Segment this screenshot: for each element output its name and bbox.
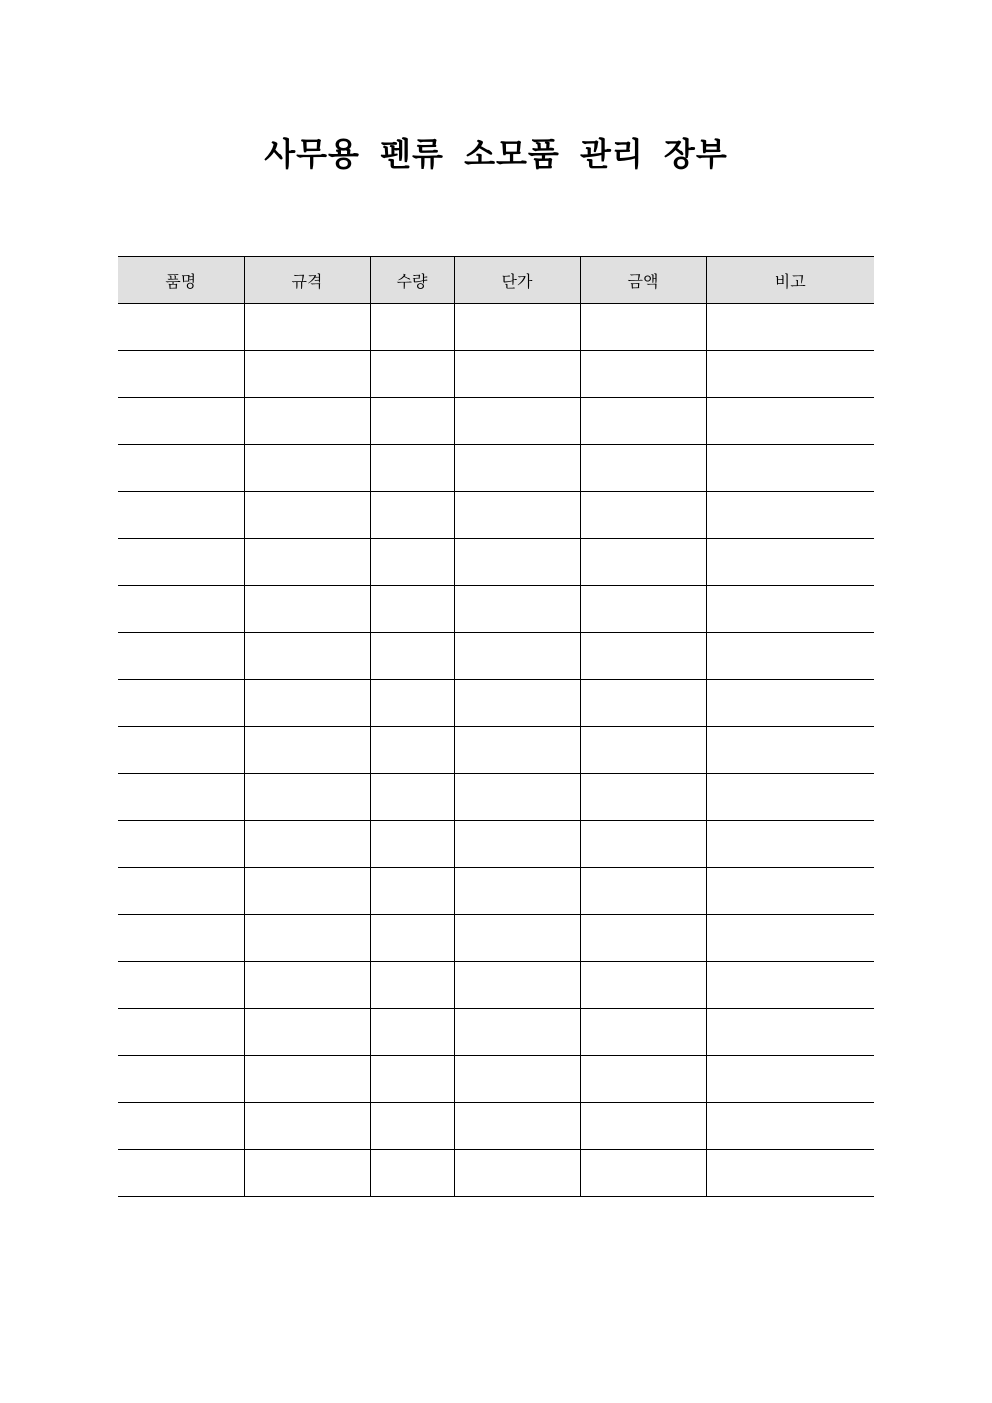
cell-unit-price[interactable] bbox=[454, 1056, 580, 1103]
cell-spec[interactable] bbox=[244, 492, 370, 539]
cell-amount[interactable] bbox=[580, 351, 706, 398]
cell-unit-price[interactable] bbox=[454, 351, 580, 398]
cell-remarks[interactable] bbox=[706, 398, 874, 445]
cell-unit-price[interactable] bbox=[454, 586, 580, 633]
cell-remarks[interactable] bbox=[706, 351, 874, 398]
cell-item-name[interactable] bbox=[118, 821, 244, 868]
table-row bbox=[118, 304, 874, 351]
cell-remarks[interactable] bbox=[706, 633, 874, 680]
table-row bbox=[118, 586, 874, 633]
cell-item-name[interactable] bbox=[118, 680, 244, 727]
ledger-body bbox=[118, 304, 874, 1197]
cell-spec[interactable] bbox=[244, 680, 370, 727]
table-row bbox=[118, 821, 874, 868]
table-row bbox=[118, 398, 874, 445]
cell-unit-price[interactable] bbox=[454, 962, 580, 1009]
cell-item-name[interactable] bbox=[118, 304, 244, 351]
table-row bbox=[118, 727, 874, 774]
table-row bbox=[118, 539, 874, 586]
table-row bbox=[118, 1150, 874, 1197]
cell-item-name[interactable] bbox=[118, 727, 244, 774]
cell-amount[interactable] bbox=[580, 398, 706, 445]
cell-item-name[interactable] bbox=[118, 539, 244, 586]
cell-unit-price[interactable] bbox=[454, 868, 580, 915]
cell-remarks[interactable] bbox=[706, 915, 874, 962]
cell-item-name[interactable] bbox=[118, 351, 244, 398]
cell-quantity[interactable] bbox=[370, 1009, 454, 1056]
cell-item-name[interactable] bbox=[118, 774, 244, 821]
document-title: 사무용 펜류 소모품 관리 장부 bbox=[264, 135, 728, 173]
cell-amount[interactable] bbox=[580, 586, 706, 633]
cell-spec[interactable] bbox=[244, 1150, 370, 1197]
cell-amount[interactable] bbox=[580, 1009, 706, 1056]
cell-spec[interactable] bbox=[244, 821, 370, 868]
cell-unit-price[interactable] bbox=[454, 1103, 580, 1150]
cell-spec[interactable] bbox=[244, 774, 370, 821]
column-header-unit-price: 단가 bbox=[454, 257, 580, 304]
cell-remarks[interactable] bbox=[706, 445, 874, 492]
cell-item-name[interactable] bbox=[118, 962, 244, 1009]
cell-spec[interactable] bbox=[244, 1056, 370, 1103]
cell-spec[interactable] bbox=[244, 304, 370, 351]
cell-quantity[interactable] bbox=[370, 821, 454, 868]
cell-item-name[interactable] bbox=[118, 868, 244, 915]
cell-amount[interactable] bbox=[580, 445, 706, 492]
cell-amount[interactable] bbox=[580, 304, 706, 351]
cell-quantity[interactable] bbox=[370, 445, 454, 492]
cell-unit-price[interactable] bbox=[454, 680, 580, 727]
table-row bbox=[118, 868, 874, 915]
cell-amount[interactable] bbox=[580, 774, 706, 821]
cell-amount[interactable] bbox=[580, 1056, 706, 1103]
cell-unit-price[interactable] bbox=[454, 915, 580, 962]
cell-spec[interactable] bbox=[244, 962, 370, 1009]
cell-unit-price[interactable] bbox=[454, 1009, 580, 1056]
cell-spec[interactable] bbox=[244, 1009, 370, 1056]
cell-quantity[interactable] bbox=[370, 633, 454, 680]
cell-item-name[interactable] bbox=[118, 586, 244, 633]
cell-remarks[interactable] bbox=[706, 1150, 874, 1197]
cell-unit-price[interactable] bbox=[454, 398, 580, 445]
cell-item-name[interactable] bbox=[118, 1150, 244, 1197]
column-header-remarks: 비고 bbox=[706, 257, 874, 304]
supply-ledger-table bbox=[118, 256, 874, 1197]
cell-remarks[interactable] bbox=[706, 962, 874, 1009]
column-header-amount: 금액 bbox=[580, 257, 706, 304]
cell-item-name[interactable] bbox=[118, 398, 244, 445]
cell-amount[interactable] bbox=[580, 539, 706, 586]
cell-spec[interactable] bbox=[244, 351, 370, 398]
cell-amount[interactable] bbox=[580, 633, 706, 680]
cell-spec[interactable] bbox=[244, 915, 370, 962]
cell-quantity[interactable] bbox=[370, 1150, 454, 1197]
cell-amount[interactable] bbox=[580, 1150, 706, 1197]
cell-quantity[interactable] bbox=[370, 915, 454, 962]
cell-item-name[interactable] bbox=[118, 633, 244, 680]
cell-item-name[interactable] bbox=[118, 1009, 244, 1056]
table-row bbox=[118, 1056, 874, 1103]
cell-remarks[interactable] bbox=[706, 1056, 874, 1103]
cell-amount[interactable] bbox=[580, 1103, 706, 1150]
cell-spec[interactable] bbox=[244, 539, 370, 586]
cell-spec[interactable] bbox=[244, 398, 370, 445]
cell-quantity[interactable] bbox=[370, 304, 454, 351]
table-row bbox=[118, 445, 874, 492]
cell-spec[interactable] bbox=[244, 586, 370, 633]
table-row bbox=[118, 492, 874, 539]
cell-quantity[interactable] bbox=[370, 1056, 454, 1103]
cell-item-name[interactable] bbox=[118, 1056, 244, 1103]
cell-unit-price[interactable] bbox=[454, 445, 580, 492]
cell-spec[interactable] bbox=[244, 1103, 370, 1150]
cell-unit-price[interactable] bbox=[454, 539, 580, 586]
column-header-quantity: 수량 bbox=[370, 257, 454, 304]
cell-amount[interactable] bbox=[580, 962, 706, 1009]
cell-remarks[interactable] bbox=[706, 727, 874, 774]
cell-quantity[interactable] bbox=[370, 351, 454, 398]
cell-spec[interactable] bbox=[244, 633, 370, 680]
cell-quantity[interactable] bbox=[370, 727, 454, 774]
cell-spec[interactable] bbox=[244, 727, 370, 774]
cell-amount[interactable] bbox=[580, 727, 706, 774]
cell-spec[interactable] bbox=[244, 868, 370, 915]
cell-quantity[interactable] bbox=[370, 586, 454, 633]
table-row bbox=[118, 1103, 874, 1150]
table-row bbox=[118, 680, 874, 727]
cell-unit-price[interactable] bbox=[454, 492, 580, 539]
table-row bbox=[118, 915, 874, 962]
table-row bbox=[118, 774, 874, 821]
cell-item-name[interactable] bbox=[118, 1103, 244, 1150]
cell-amount[interactable] bbox=[580, 492, 706, 539]
cell-remarks[interactable] bbox=[706, 539, 874, 586]
cell-spec[interactable] bbox=[244, 445, 370, 492]
cell-quantity[interactable] bbox=[370, 1103, 454, 1150]
cell-remarks[interactable] bbox=[706, 586, 874, 633]
cell-item-name[interactable] bbox=[118, 915, 244, 962]
cell-unit-price[interactable] bbox=[454, 304, 580, 351]
cell-unit-price[interactable] bbox=[454, 774, 580, 821]
cell-unit-price[interactable] bbox=[454, 727, 580, 774]
cell-quantity[interactable] bbox=[370, 774, 454, 821]
cell-quantity[interactable] bbox=[370, 962, 454, 1009]
cell-quantity[interactable] bbox=[370, 680, 454, 727]
table-row bbox=[118, 1009, 874, 1056]
cell-amount[interactable] bbox=[580, 821, 706, 868]
cell-quantity[interactable] bbox=[370, 868, 454, 915]
column-header-item-name: 품명 bbox=[118, 257, 244, 304]
cell-remarks[interactable] bbox=[706, 774, 874, 821]
cell-amount[interactable] bbox=[580, 868, 706, 915]
column-header-spec: 규격 bbox=[244, 257, 370, 304]
cell-item-name[interactable] bbox=[118, 445, 244, 492]
cell-amount[interactable] bbox=[580, 680, 706, 727]
table-row bbox=[118, 962, 874, 1009]
cell-remarks[interactable] bbox=[706, 821, 874, 868]
cell-remarks[interactable] bbox=[706, 304, 874, 351]
cell-unit-price[interactable] bbox=[454, 821, 580, 868]
cell-remarks[interactable] bbox=[706, 492, 874, 539]
cell-quantity[interactable] bbox=[370, 539, 454, 586]
cell-remarks[interactable] bbox=[706, 868, 874, 915]
cell-remarks[interactable] bbox=[706, 680, 874, 727]
cell-remarks[interactable] bbox=[706, 1103, 874, 1150]
cell-quantity[interactable] bbox=[370, 398, 454, 445]
cell-unit-price[interactable] bbox=[454, 633, 580, 680]
cell-unit-price[interactable] bbox=[454, 1150, 580, 1197]
cell-amount[interactable] bbox=[580, 915, 706, 962]
cell-item-name[interactable] bbox=[118, 492, 244, 539]
header-row bbox=[118, 257, 874, 304]
table-row bbox=[118, 351, 874, 398]
cell-remarks[interactable] bbox=[706, 1009, 874, 1056]
table-row bbox=[118, 633, 874, 680]
cell-quantity[interactable] bbox=[370, 492, 454, 539]
